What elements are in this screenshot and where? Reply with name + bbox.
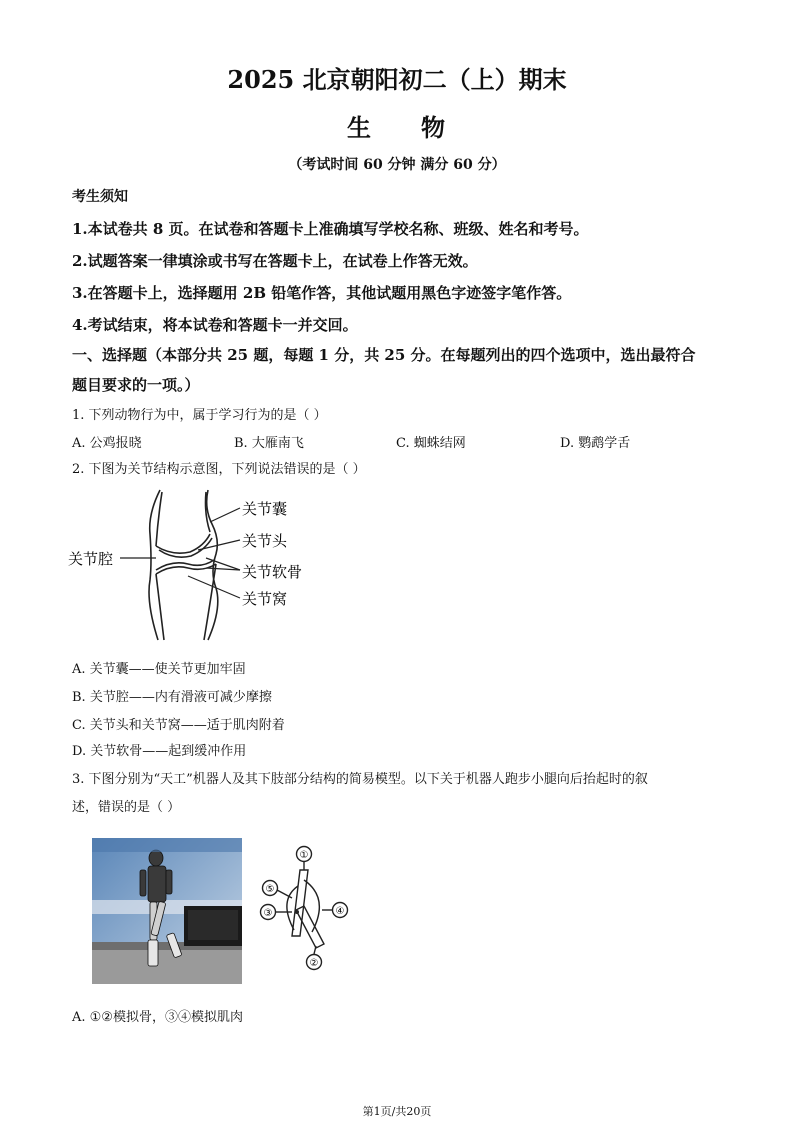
marker-1: ①	[299, 850, 309, 861]
lower-bone-left	[156, 574, 164, 640]
q1-option-a: A. 公鸡报晓	[72, 436, 142, 451]
label-joint-head: 关节头	[242, 532, 288, 550]
section-heading-cont: 题目要求的一项。）	[72, 376, 200, 394]
question-1-stem: 1. 下列动物行为中，属于学习行为的是（ ）	[72, 408, 327, 423]
instruction-item: 1.本试卷共 8 页。在试卷和答题卡上准确填写学校名称、班级、姓名和考号。	[72, 220, 589, 238]
label-joint-capsule: 关节囊	[242, 500, 288, 518]
leg-model	[256, 840, 356, 978]
upper-bone-left	[156, 492, 162, 546]
question-3-stem: 3. 下图分别为“天工”机器人及其下肢部分结构的简易模型。以下关于机器人跑步小腿向后抬起时的叙	[72, 772, 648, 787]
leader-capsule	[210, 508, 240, 522]
joint-diagram	[60, 484, 390, 646]
instructions-heading: 考生须知	[72, 189, 128, 205]
label-joint-cartilage: 关节软骨	[242, 563, 303, 581]
q2-option-d: D. 关节软骨——起到缓冲作用	[72, 744, 247, 759]
marker-3: ③	[263, 908, 273, 919]
marker-2: ②	[309, 958, 319, 969]
q1-option-c: C. 蜘蛛结网	[396, 436, 466, 451]
subject-char-1: 生	[347, 113, 373, 142]
muscle-left	[287, 886, 298, 930]
instruction-item: 3.在答题卡上，选择题用 2B 铅笔作答，其他试题用黑色字迹签字笔作答。	[72, 284, 572, 302]
q2-option-c: C. 关节头和关节窝——适于肌肉附着	[72, 718, 285, 733]
question-3-stem-cont: 述，错误的是（ ）	[72, 800, 181, 815]
marker-5: ⑤	[265, 884, 275, 895]
joint-outline-left	[149, 490, 160, 640]
instruction-item: 4.考试结束，将本试卷和答题卡一并交回。	[72, 316, 358, 334]
q3-option-a: A. ①②模拟骨，③④模拟肌肉	[72, 1010, 243, 1025]
subject-char-2: 物	[421, 113, 447, 142]
subject-title	[0, 108, 794, 143]
q1-option-d: D. 鹦鹉学舌	[560, 436, 631, 451]
exam-info: （考试时间 60 分钟 满分 60 分）	[288, 157, 506, 173]
q2-option-a: A. 关节囊——使关节更加牢固	[72, 662, 246, 677]
instruction-item: 2.试题答案一律填涂或书写在答题卡上，在试卷上作答无效。	[72, 252, 478, 270]
exam-title: 2025 北京朝阳初二（上）期末	[227, 65, 567, 94]
q1-option-b: B. 大雁南飞	[234, 436, 304, 451]
label-joint-socket: 关节窝	[242, 590, 288, 608]
lower-bone-model	[296, 906, 324, 948]
upper-bone-model	[292, 870, 308, 936]
marker-4: ④	[335, 906, 345, 917]
robot-photo	[92, 838, 242, 984]
page-number: 第1页/共20页	[362, 1105, 432, 1118]
q2-option-b: B. 关节腔——内有滑液可减少摩擦	[72, 690, 272, 705]
section-heading: 一、选择题（本部分共 25 题，每题 1 分，共 25 分。在每题列出的四个选项中，选出最符合	[72, 346, 696, 364]
question-2-stem: 2. 下图为关节结构示意图，下列说法错误的是（ ）	[72, 462, 366, 477]
lower-bone-right	[204, 564, 216, 640]
label-joint-cavity: 关节腔	[68, 550, 114, 568]
joint-head-cartilage	[159, 538, 212, 557]
